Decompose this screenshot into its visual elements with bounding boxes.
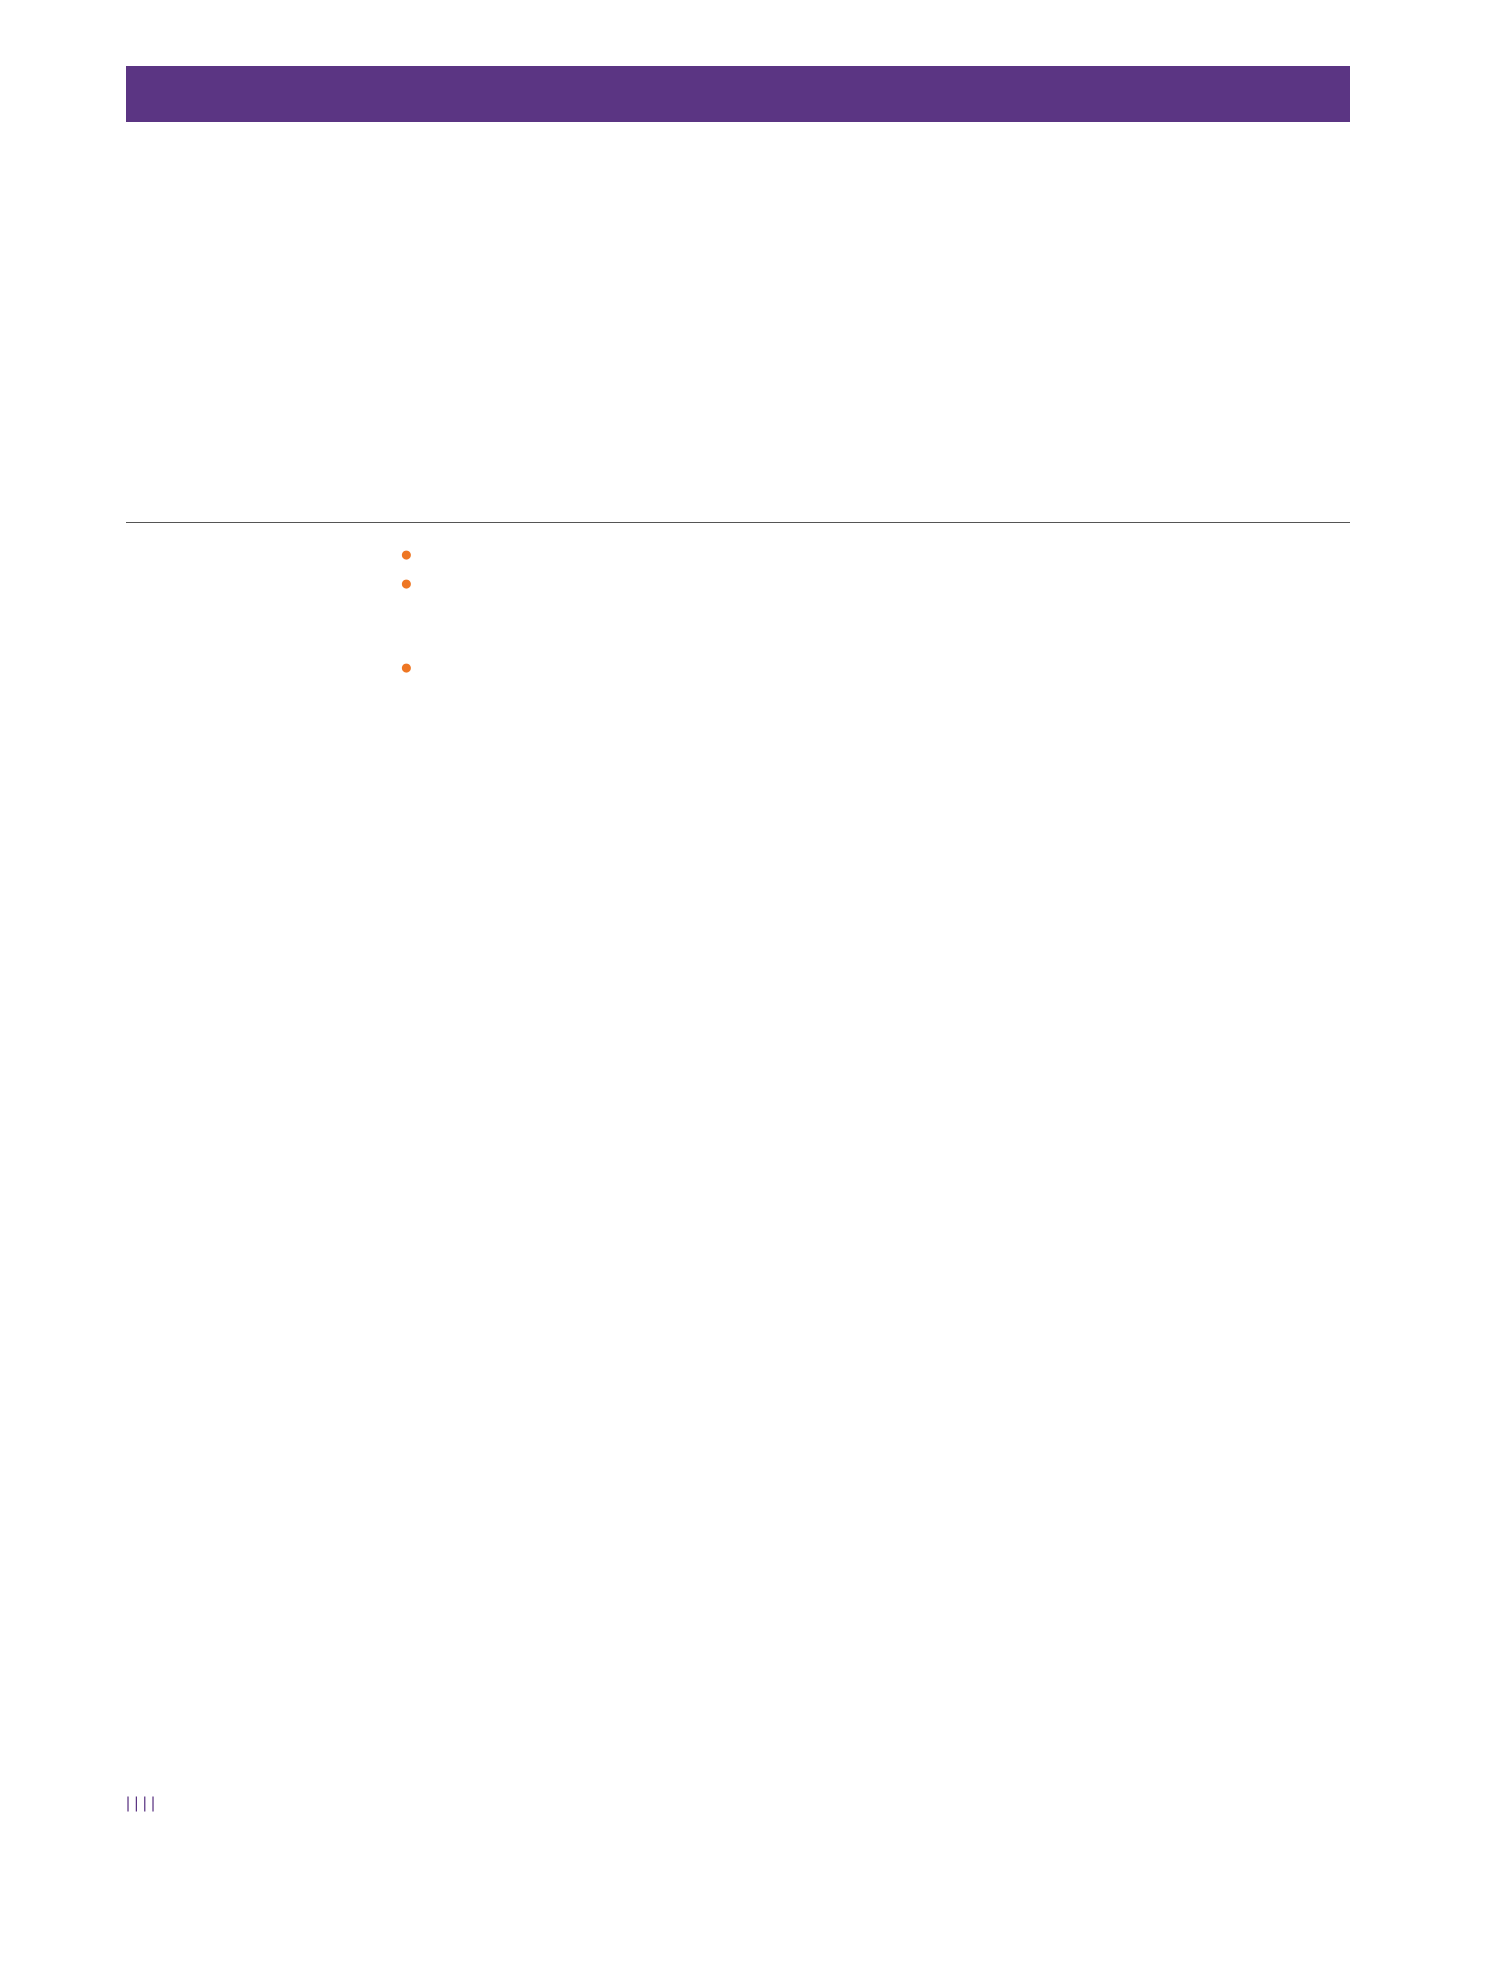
critical-note bbox=[400, 598, 1350, 627]
page-footer: | | | | bbox=[126, 1795, 156, 1812]
section-heading-viability bbox=[400, 653, 1350, 682]
timing-dot-icon: ● bbox=[400, 655, 413, 679]
section-heading-toxicity bbox=[400, 540, 1350, 569]
section-heading-dna-damage bbox=[400, 569, 1350, 598]
timing-dot-icon: ● bbox=[400, 572, 413, 595]
journal-header-bar bbox=[126, 66, 1350, 122]
procedure-divider bbox=[126, 522, 1350, 523]
timing-dot-icon: ● bbox=[400, 543, 413, 566]
procedure-body bbox=[400, 540, 1350, 682]
